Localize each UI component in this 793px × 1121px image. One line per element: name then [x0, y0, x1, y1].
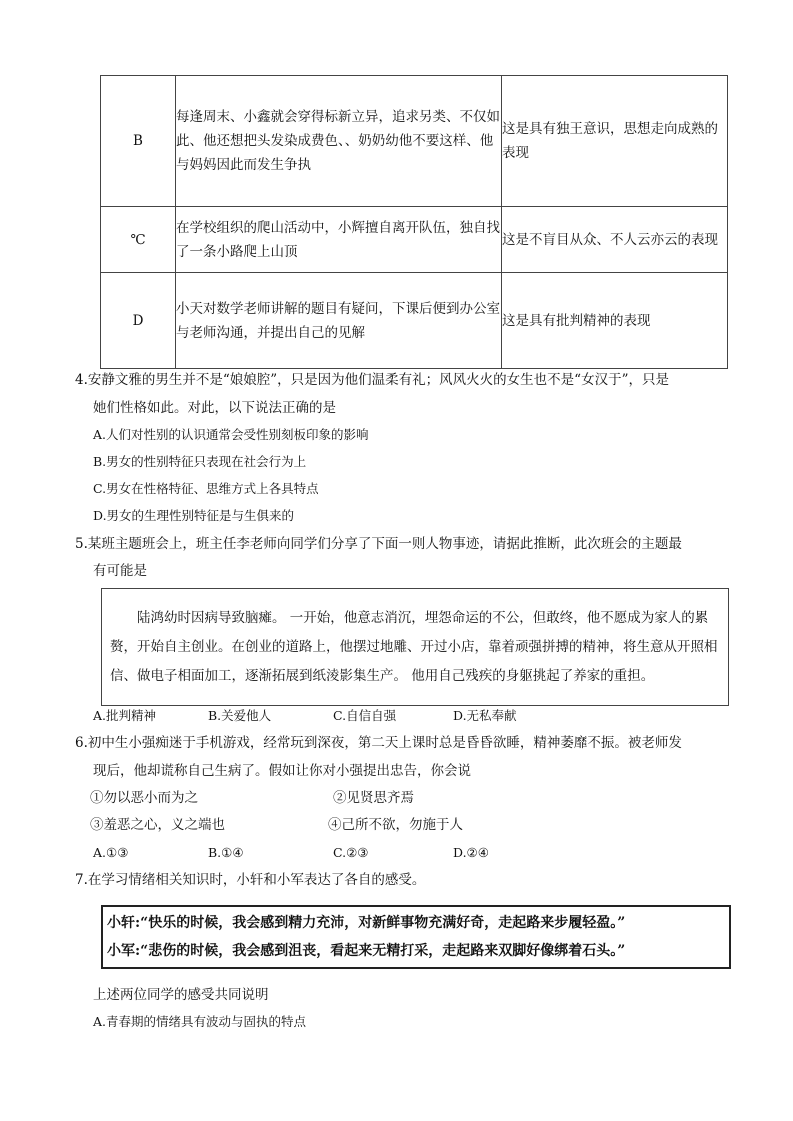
- row-evaluation: 这是具有独王意识，思想走向成熟的表现: [502, 76, 728, 207]
- q4-stem-line1: 4.安静文雅的男生并不是“娘娘腔”，只是因为他们温柔有礼；风风火火的女生也不是“女汉于”，只是: [75, 372, 669, 388]
- q5-option-a: A.批判精神: [93, 708, 157, 723]
- q5-option-b: B.关爱他人: [208, 708, 272, 723]
- q5-stem-line2: 有可能是: [93, 563, 147, 579]
- q6-stem-line1: 6.初中生小强痴迷于手机游戏，经常玩到深夜，第二天上课时总是昏昏欲睡，精神萎靡不振。被老师发: [75, 735, 682, 751]
- q6-option-b: B.①④: [208, 845, 244, 860]
- q6-option-c: C.②③: [333, 845, 369, 860]
- row-evaluation: 这是具有批判精神的表现: [502, 273, 728, 369]
- q4-option-d: D.男女的生理性别特征是与生俱来的: [93, 508, 295, 523]
- q6-stem-line2: 现后，他却谎称自己生病了。假如让你对小强提出忠告，你会说: [93, 763, 471, 779]
- options-table: [100, 75, 728, 369]
- q5-passage: 陆鸿幼时因病导致脑瘫。 一开始，他意志消沉，埋怨命运的不公，但敢终，他不愿成为家人的累赘，开始自主创业。在创业的道路上，他摆过地雕、开过小店，靠着顽强拼搏的精神，将生意从开照相信、做电子相面加工，逐渐拓展到纸淩影集生产。 他用自己残疾的身躯挑起了养家的重担。: [110, 610, 718, 684]
- q6-item-3: ③羞恶之心，义之端也: [90, 817, 225, 833]
- q6-option-a: A.①③: [93, 845, 129, 860]
- q7-quote-xiaojun: 小军:“悲伤的时候，我会感到沮丧，看起来无精打采，走起路来双脚好像绑着石头。”: [107, 943, 626, 959]
- q4-option-c: C.男女在性格特征、思维方式上各具特点: [93, 481, 319, 496]
- row-label: ℃: [101, 207, 176, 273]
- table-row: [101, 207, 728, 273]
- row-content: 每逢周末、小鑫就会穿得标新立异，追求另类、不仅如此、他还想把头发染成费色、、奶奶幼他不要这样、他与妈妈因此而发生争执: [176, 76, 502, 207]
- row-content: 小天对数学老师讲解的题目有疑问，下课后便到办公室与老师沟通，并提出自己的见解: [176, 273, 502, 369]
- table-row: [101, 273, 728, 369]
- q7-option-a: A.青春期的情绪具有波动与固执的特点: [93, 1014, 307, 1029]
- row-evaluation: 这是不肓目从众、不人云亦云的表现: [502, 207, 728, 273]
- q7-quote-xiaoxuan: 小轩:“快乐的时候，我会感到精力充沛，对新鲜事物充满好奇，走起路来步履轻盈。”: [107, 915, 626, 931]
- q7-stem-line2: 上述两位同学的感受共同说明: [93, 987, 269, 1003]
- q7-stem-line1: 7.在学习情绪相关知识时，小轩和小军表达了各自的感受。: [75, 872, 426, 888]
- q6-item-1: ①勿以恶小而为之: [90, 790, 198, 806]
- q7-quote-box: [101, 905, 731, 969]
- q4-stem-line2: 她们性格如此。对此，以下说法正确的是: [93, 400, 336, 416]
- q5-option-c: C.自信自强: [333, 708, 397, 723]
- q6-item-4: ④己所不欲，勿施于人: [328, 817, 463, 833]
- q6-option-d: D.②④: [453, 845, 489, 860]
- q5-option-d: D.无私奉献: [453, 708, 517, 723]
- q4-option-b: B.男女的性别特征只表现在社会行为上: [93, 454, 307, 469]
- q6-item-2: ②见贤思齐焉: [333, 790, 414, 806]
- row-label: D: [101, 273, 176, 369]
- row-content: 在学校组织的爬山活动中，小辉擅自离开队伍，独自找了一条小路爬上山顶: [176, 207, 502, 273]
- q4-option-a: A.人们对性别的认识通常会受性别刻板印象的影响: [93, 427, 369, 442]
- row-label: B: [101, 76, 176, 207]
- q5-stem-line1: 5.某班主题班会上，班主任李老师向同学们分享了下面一则人物事迹，请据此推断，此次班会的主题最: [75, 536, 682, 552]
- table-row: [101, 76, 728, 207]
- q5-passage-box: [101, 588, 729, 706]
